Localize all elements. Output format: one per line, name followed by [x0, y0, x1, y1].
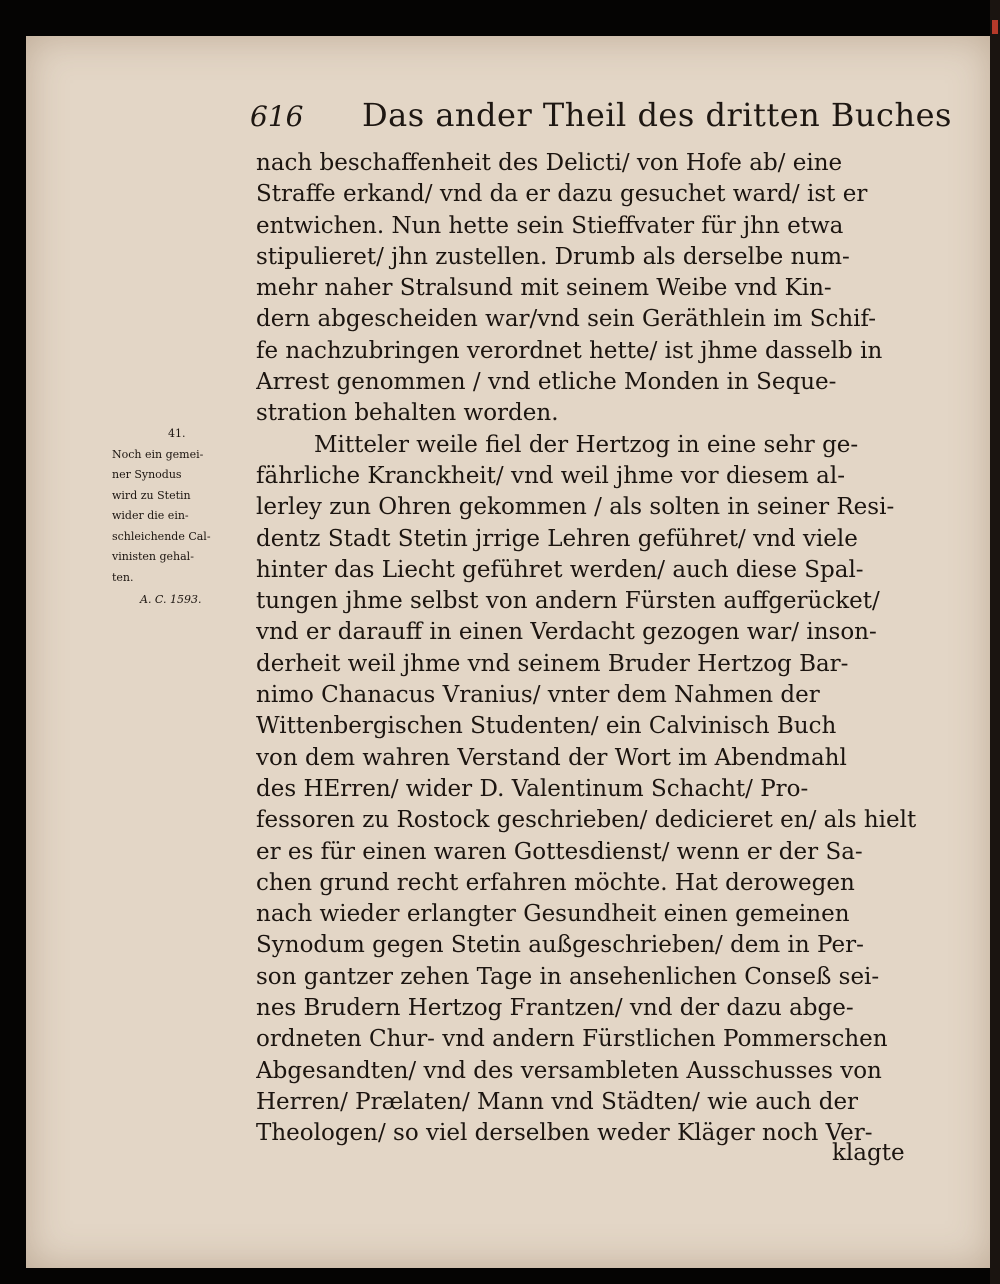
text-line: entwichen. Nun hette sein Stieffvater für jhn etwa: [256, 212, 844, 239]
text-line: Theologen/ so viel derselben weder Kläger noch Ver-: [256, 1120, 873, 1147]
text-line: dern abgescheiden war/vnd sein Geräthlein im Schif-: [256, 306, 876, 333]
text-line: mehr naher Stralsund mit seinem Weibe vnd Kin-: [256, 275, 832, 302]
text-line: Abgesandten/ vnd des versambleten Ausschusses von: [256, 1057, 882, 1084]
margin-note-year: A. C. 1593.: [140, 593, 202, 606]
text-line: Synodum gegen Stetin außgeschrieben/ dem in Per-: [256, 932, 864, 959]
text-line: hinter das Liecht geführet werden/ auch diese Spal-: [256, 556, 864, 583]
body-text: [256, 148, 916, 1150]
text-line: lerley zun Ohren gekommen / als solten in seiner Resi-: [256, 494, 895, 521]
text-line: Herren/ Prælaten/ Mann vnd Städten/ wie auch der: [256, 1088, 859, 1115]
text-line: nach beschaffenheit des Delicti/ von Hofe ab/ eine: [256, 150, 843, 176]
catchword: klagte: [832, 1140, 905, 1166]
text-line: nach wieder erlangter Gesundheit einen gemeinen: [256, 901, 850, 928]
text-line: von dem wahren Verstand der Wort im Abendmahl: [256, 744, 847, 771]
text-line: fessoren zu Rostock geschrieben/ dedicieret en/ als hielt: [256, 807, 916, 834]
margin-note-number: 41.: [168, 427, 186, 440]
margin-note-line: wider die ein-: [112, 509, 189, 522]
text-line: stration behalten worden.: [256, 400, 559, 427]
margin-note-line: Noch ein gemei-: [112, 447, 204, 461]
text-line: nes Brudern Hertzog Frantzen/ vnd der dazu abge-: [256, 995, 854, 1022]
text-line: Arrest genommen / vnd etliche Monden in Seque-: [256, 369, 837, 396]
text-line: stipulieret/ jhn zustellen. Drumb als derselbe num-: [256, 243, 850, 270]
page-number: 616: [250, 100, 304, 133]
running-title: Das ander Theil des dritten Buches: [362, 96, 952, 134]
text-line: er es für einen waren Gottesdienst/ wenn er der Sa-: [256, 838, 863, 865]
margin-note-line: wird zu Stetin: [112, 488, 191, 502]
marginal-note: [112, 424, 244, 611]
running-head: [250, 96, 950, 144]
text-line: tungen jhme selbst von andern Fürsten auffgerücket/: [256, 588, 880, 615]
margin-note-line: schleichende Cal-: [112, 529, 211, 543]
text-line: ordneten Chur- vnd andern Fürstlichen Pommerschen: [256, 1026, 888, 1053]
text-line: des HErren/ wider D. Valentinum Schacht/ Pro-: [256, 775, 809, 802]
text-line: nimo Chanacus Vranius/ vnter dem Nahmen der: [256, 682, 820, 709]
text-line: son gantzer zehen Tage in ansehenlichen Conseß sei-: [256, 963, 880, 990]
text-line: chen grund recht erfahren möchte. Hat derowegen: [256, 869, 855, 896]
bookmark-tab: [992, 20, 998, 34]
margin-note-line: ner Synodus: [112, 468, 182, 481]
text-line: derheit weil jhme vnd seinem Bruder Hertzog Bar-: [256, 650, 849, 677]
page-edge: [990, 0, 1000, 1284]
text-line: fährliche Kranckheit/ vnd weil jhme vor diesem al-: [256, 462, 846, 489]
text-line: Straffe erkand/ vnd da er dazu gesuchet ward/ ist er: [256, 181, 868, 208]
paragraph-start-line: Mitteler weile fiel der Hertzog in eine sehr ge-: [314, 431, 859, 458]
text-line: fe nachzubringen verordnet hette/ ist jhme dasselb in: [256, 337, 883, 364]
text-line: dentz Stadt Stetin jrrige Lehren geführet/ vnd viele: [256, 525, 858, 552]
margin-note-line: vinisten gehal-: [112, 550, 194, 563]
margin-note-line: ten.: [112, 570, 134, 584]
text-line: Wittenbergischen Studenten/ ein Calvinisch Buch: [256, 713, 837, 740]
text-line: vnd er darauff in einen Verdacht gezogen war/ inson-: [256, 619, 877, 646]
